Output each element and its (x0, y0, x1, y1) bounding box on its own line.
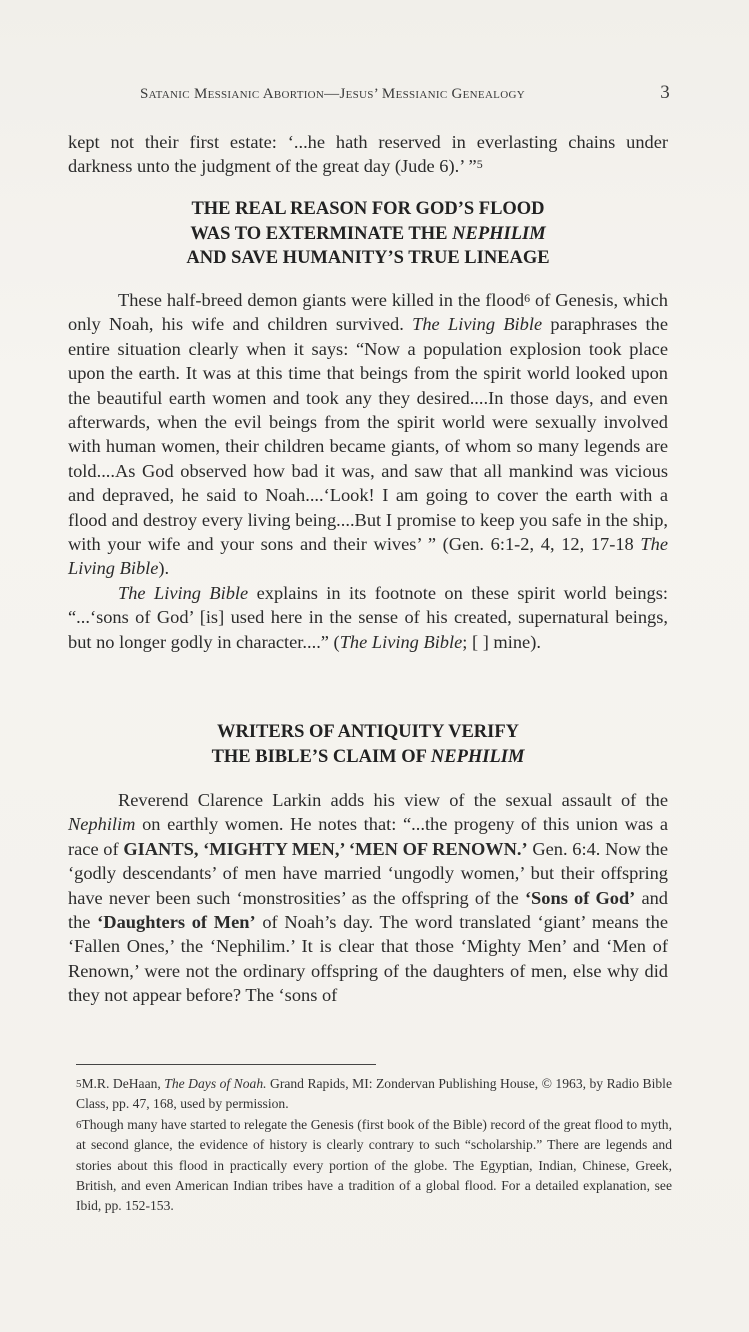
page-number: 3 (660, 82, 670, 103)
paragraph-text: kept not their first estate: ‘...he hath reserved in everlasting chains under darkness unto the judgment of the great day (Jude 6).’ ” (68, 132, 668, 177)
heading-line (68, 222, 668, 247)
running-head-title: Satanic Messianic Abortion—Jesus’ Messianic Genealogy (140, 86, 525, 102)
heading-line: WRITERS OF ANTIQUITY VERIFY (216, 722, 520, 742)
footnote-6 (76, 1115, 672, 1217)
footnote-text: Grand Rapids, MI: Zondervan Publishing House, © 1963, by Radio Bible Class, pp. 47, 168, used by permission. (76, 1076, 672, 1112)
paragraph-text: on earthly women. He notes that: “...the progeny of this union was a race of (68, 814, 668, 859)
italic-term: Nephilim (68, 814, 136, 835)
footnotes (76, 1074, 672, 1217)
book-title: The Living Bible (118, 582, 249, 603)
footnote-ref-6: 6 (524, 290, 531, 305)
heading-text: THE BIBLE’S CLAIM OF (211, 746, 431, 767)
book-title: The Living Bible (412, 314, 543, 335)
bold-term: GIANTS, ‘MIGHTY MEN,’ ‘MEN OF RENOWN.’ (123, 838, 528, 859)
bold-term: ‘Sons of God’ (524, 887, 636, 908)
paragraph-text: of Noah’s day. The word translated ‘giant’ means the ‘Fallen Ones,’ the ‘Nephilim.’ It is clear that those ‘Mighty Men’ and ‘Men of Renown,’ were not the ordinary offspring of the daughters of men, else why did they not appear before? The ‘sons of (68, 912, 668, 1006)
paragraph-text: Gen. 6:4. Now the ‘godly descendants’ of men have married ‘ungodly women,’ but their offspring have never been such ‘monstrosities’ as the offspring of the (68, 838, 668, 908)
book-title: The Days of Noah. (164, 1076, 267, 1091)
bold-term: ‘Daughters of Men’ (97, 912, 256, 933)
paragraph-text: paraphrases the entire situation clearly when it says: “Now a population explosion took place upon the earth. It was at this time that beings from the spirit world looked upon the beautiful earth women and took any they desired....In those days, and even afterwards, when the evil beings from the spirit world were sexually involved with human women, their children became giants, of whom so many legends are told....As God observed how bad it was, and saw that all mankind was vicious and depraved, he said to Noah....‘Look! I am going to cover the earth with a flood and destroy every living being....But I promise to keep you safe in the ship, with your wife and your sons and their wives’ ” (Gen. 6:1-2, 4, 12, 17-18 (68, 314, 668, 555)
footnote-5 (76, 1074, 672, 1115)
book-title: The Living Bible (339, 631, 463, 652)
running-head (140, 82, 670, 103)
section-heading-flood (68, 197, 668, 271)
heading-text: WAS TO EXTERMINATE THE (190, 223, 453, 244)
heading-line (68, 745, 668, 770)
paragraph-larkin (68, 788, 668, 1008)
heading-italic: NEPHILIM (430, 746, 525, 767)
paragraph-flood (68, 288, 668, 654)
book-title: The Living Bible (68, 534, 668, 579)
paragraph-continuation (68, 130, 668, 179)
heading-line: THE REAL REASON FOR GOD’S FLOOD (191, 199, 545, 219)
paragraph-text: These half-breed demon giants were killed in the flood (118, 290, 525, 310)
footnote-mark: 5 (76, 1078, 82, 1090)
heading-italic: NEPHILIM (452, 223, 546, 244)
paragraph-text: explains in its footnote on these spirit world beings: “...‘sons of God’ [is] used here in the sense of his created, supernatural beings, but no longer godly in character....” ( (68, 582, 668, 652)
paragraph-text: ; [ ] mine). (462, 631, 541, 652)
paragraph-text: of Genesis, which only Noah, his wife and children survived. (68, 290, 668, 335)
footnote-text: Though many have started to relegate the Genesis (first book of the Bible) record of the great flood to myth, at second glance, the evidence of history is clearly contrary to such “scholarship.” There are legends and stories about this flood in practically every portion of the globe. The Egyptian, Indian, Chinese, Greek, British, and even American Indian tribes have a tradition of a global flood. For a detailed explanation, see Ibid, pp. 152-153. (76, 1116, 672, 1214)
paragraph-text: ). (158, 558, 170, 579)
footnote-text: M.R. DeHaan, (81, 1076, 165, 1091)
heading-line: AND SAVE HUMANITY’S TRUE LINEAGE (186, 248, 550, 268)
footnote-mark: 6 (76, 1118, 82, 1131)
paragraph-text: and the (68, 887, 668, 933)
paragraph-text: Reverend Clarence Larkin adds his view of the sexual assault of the (118, 790, 668, 810)
section-heading-antiquity (68, 720, 668, 769)
footnote-divider (76, 1064, 376, 1065)
footnote-ref-5: 5 (476, 157, 483, 172)
